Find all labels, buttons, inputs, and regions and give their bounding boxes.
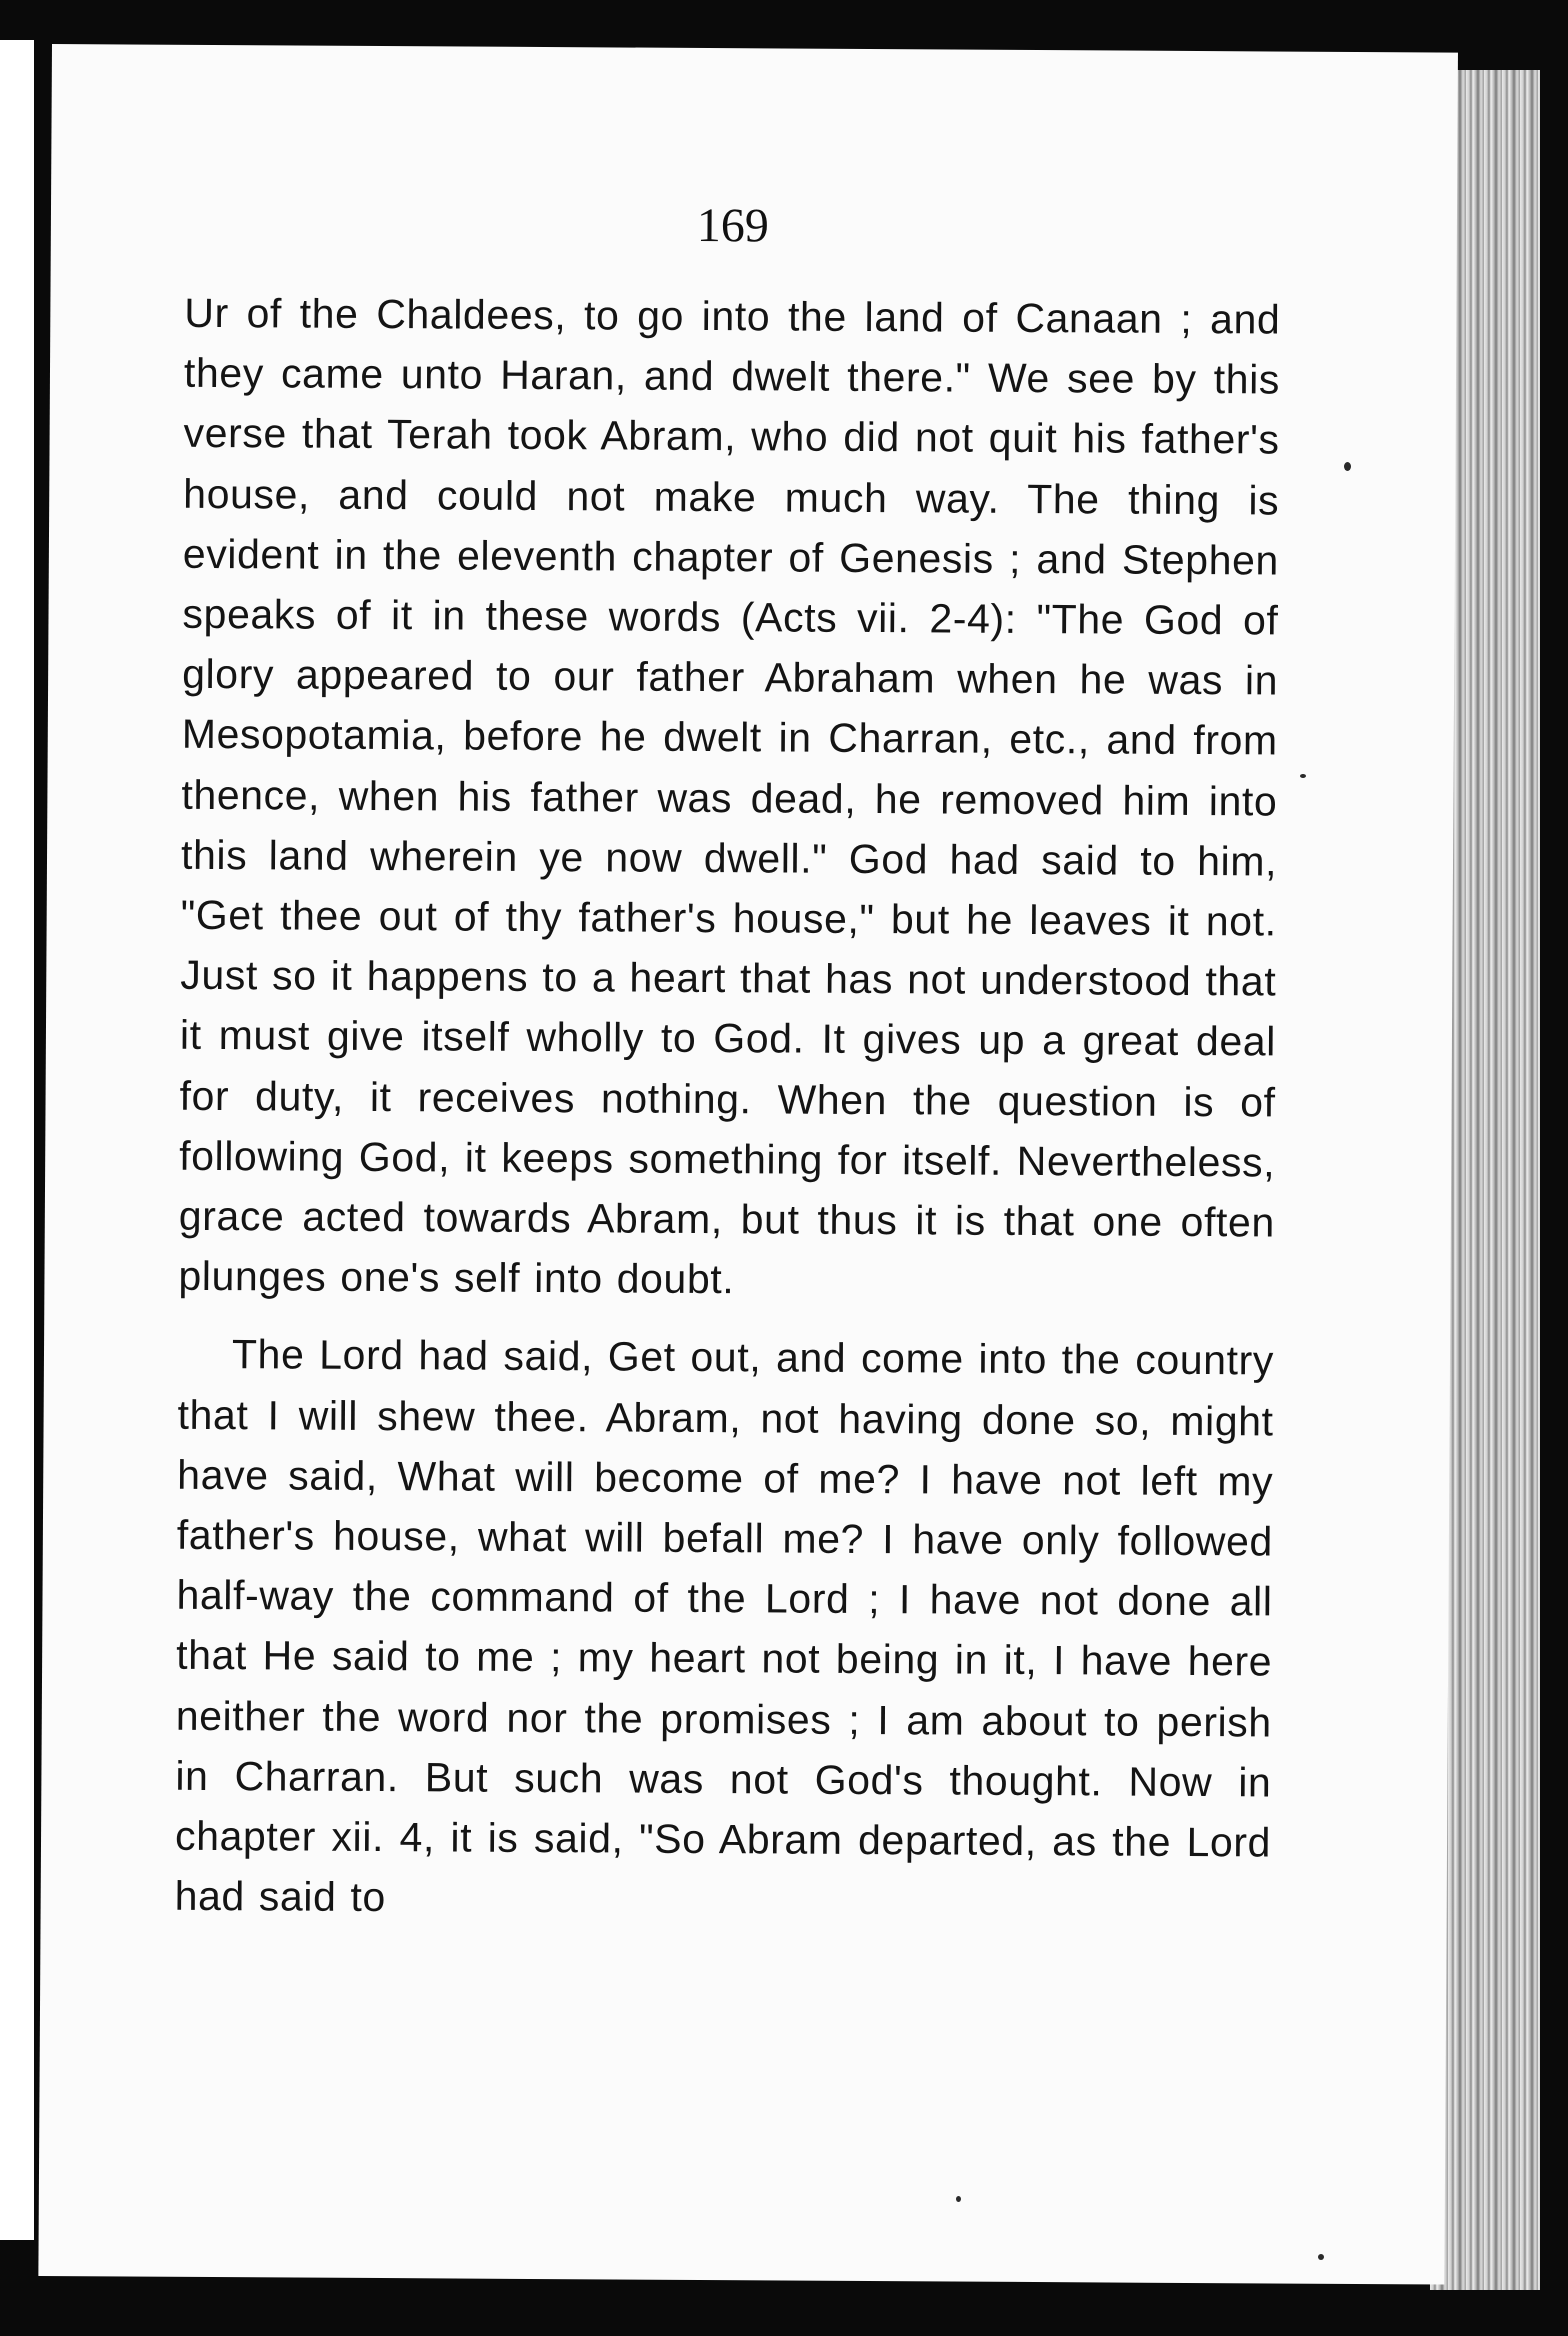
dust-speck [956,2196,961,2202]
facing-page-edge [0,40,34,2240]
paragraph-1: Ur of the Chaldees, to go into the land of Canaan ; and they came unto Haran, and dwelt there." We see by this verse that Terah took Abram, who did not quit his father's house, and could not make much way. The thing is evident in the eleventh chapter of Genesis ; and Stephen speaks of it in these words (Acts vii. 2-4): "The God of glory appeared to our father Abraham when he was in Mesopotamia, before he dwelt in Charran, etc., and from thence, when his father was dead, he removed him into this land wherein ye now dwell." God had said to him, "Get thee out of thy father's house," but he leaves it not. Just so it happens to a heart that has not understood that it must give itself wholly to God. It gives up a great deal for duty, it receives nothing. When the question is of following God, it keeps something for itself. Nevertheless, grace acted towards Abram, but thus it is that one often plunges one's self into doubt. [178,289,1281,1303]
dust-speck [1318,2254,1324,2260]
book-page [38,44,1458,2285]
body-text [175,283,1281,1933]
page-number: 169 [696,198,770,253]
paragraph-2: The Lord had said, Get out, and come into the country that I will shew thee. Abram, not having done so, might have said, What will become of me? I have not left my father's house, what will befall me? I have only followed half-way the command of the Lord ; I have not done all that He said to me ; my heart not being in it, I have here neither the word nor the promises ; I am about to perish in Charran. But such was not God's thought. Now in chapter xii. 4, it is said, "So Abram departed, as the Lord had said to [174,1331,1275,1921]
dust-speck [1300,774,1306,778]
dust-speck [1344,462,1351,471]
